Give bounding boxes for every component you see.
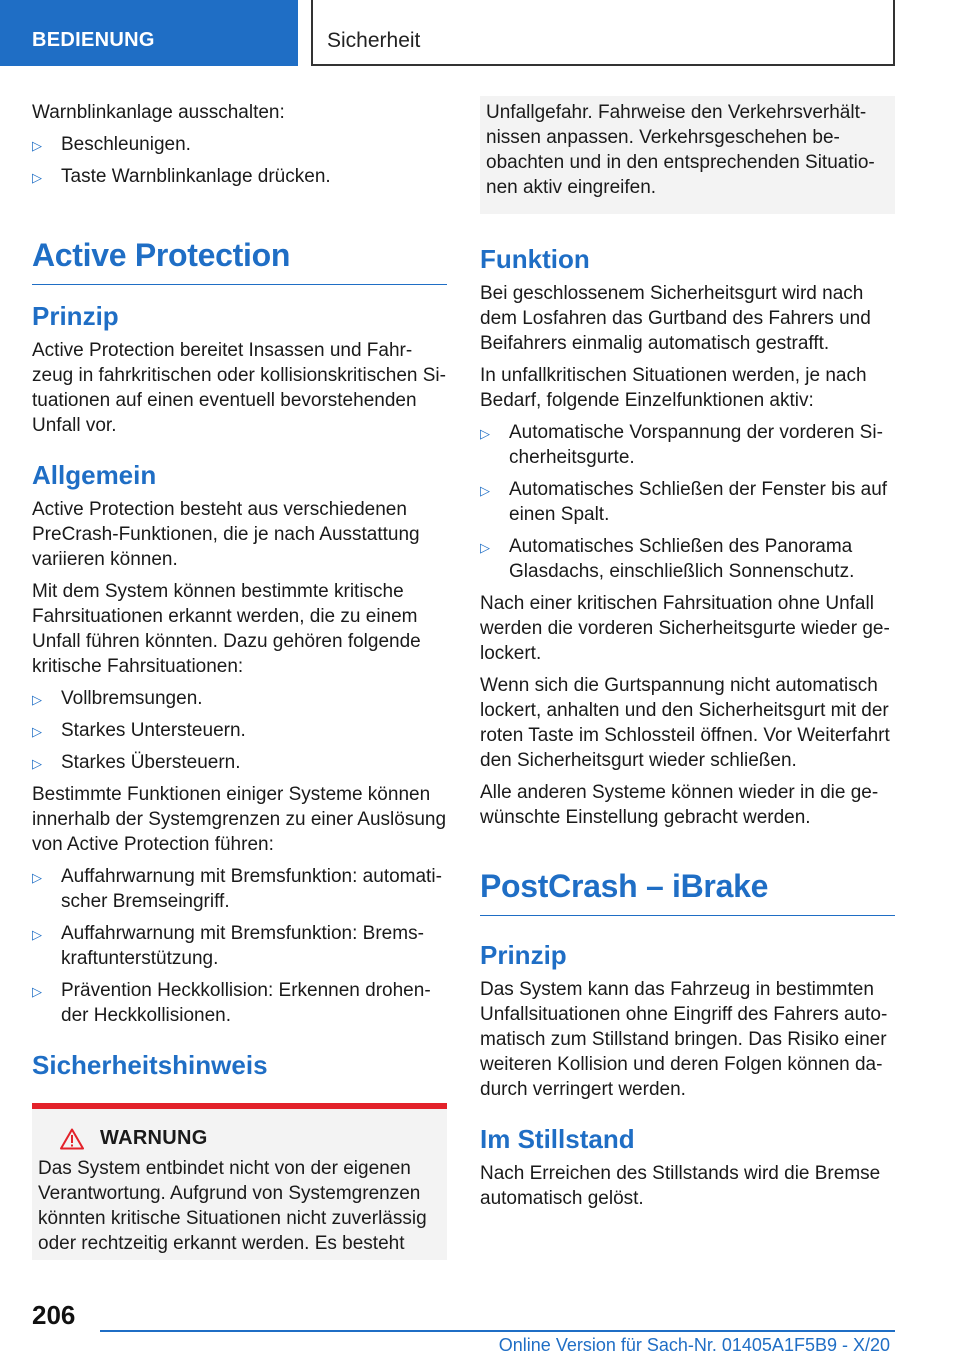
prinzip-text: Active Protection bereitet Insassen und Fahrzeug in fahrkritischen oder kollisionskritischen Situationen auf einen eventuell bevorstehenden Unfall vor. <box>32 340 446 436</box>
triangle-bullet-icon: ▷ <box>32 984 42 999</box>
triangle-bullet-icon: ▷ <box>32 756 42 771</box>
triangle-bullet-icon: ▷ <box>480 483 490 498</box>
warning-triangle-icon <box>60 1128 84 1150</box>
triangle-bullet-icon: ▷ <box>32 692 42 707</box>
heading-sicherheitshinweis: Sicherheitshinweis <box>32 1050 268 1080</box>
funktion-text-2: In unfallkritischen Situationen werden, je nach Bedarf, folgende Einzelfunktionen aktiv: <box>480 365 867 411</box>
triangle-bullet-icon: ▷ <box>32 138 42 153</box>
chapter-tab: BEDIENUNG <box>0 0 298 66</box>
heading-active-protection: Active Protection <box>32 237 447 285</box>
list-item: ▷ Automatisches Schließen der Fenster bis auf einen Spalt. <box>480 479 888 525</box>
intro-text: Warnblinkanlage ausschalten: <box>32 102 285 123</box>
funktion-text-5: Alle anderen Systeme können wieder in die gewünschte Einstellung gebracht werden. <box>480 782 879 828</box>
functions-list <box>32 864 447 1028</box>
stillstand-text: Nach Erreichen des Stillstands wird die Bremse automatisch gelöst. <box>480 1163 881 1209</box>
funktion-text-4: Wenn sich die Gurtspannung nicht automatisch lockert, anhalten und den Sicherheitsgurt mit der roten Taste im Schlossteil öffnen. Vor Weiterfahrt den Sicherheitsgurt wieder schließen. <box>480 675 890 771</box>
list-item: ▷ Beschleunigen. <box>32 132 447 157</box>
heading-allgemein: Allgemein <box>32 460 157 490</box>
left-column <box>32 100 447 1260</box>
list-item: ▷ Automatisches Schließen des Panorama Glasdachs, einschließlich Sonnenschutz. <box>480 536 855 582</box>
funktion-text-3: Nach einer kritischen Fahrsituation ohne Unfall werden die vorderen Sicherheitsgurte wieder gelockert. <box>480 593 890 664</box>
heading-im-stillstand: Im Stillstand <box>480 1124 635 1154</box>
warning-label: WARNUNG <box>100 1127 208 1149</box>
allgemein-text-2: Mit dem System können bestimmte kritische Fahrsituationen erkannt werden, die zu einem Unfall führen könnten. Dazu gehören folgende kritische Fahrsituationen: <box>32 581 421 677</box>
triangle-bullet-icon: ▷ <box>32 870 42 885</box>
einzelfunktionen-list <box>480 420 895 584</box>
allgemein-text-1: Active Protection besteht aus verschiedenen PreCrash-Funktionen, die je nach Ausstattung variieren können. <box>32 499 420 570</box>
situations-list <box>32 686 447 775</box>
triangle-bullet-icon: ▷ <box>32 927 42 942</box>
heading-prinzip: Prinzip <box>32 301 119 331</box>
warning-text: Das System entbindet nicht von der eigenen Verantwortung. Aufgrund von Systemgrenzen könnten kritische Situationen nicht zuverlässig oder rechtzeitig erkannt werden. Es besteht <box>38 1158 427 1254</box>
funktion-text-1: Bei geschlossenem Sicherheitsgurt wird nach dem Losfahren das Gurtband des Fahrers und Beifahrers einmalig automatisch gestrafft. <box>480 283 871 354</box>
allgemein-text-3: Bestimmte Funktionen einiger Systeme können innerhalb der Systemgrenzen zu einer Auslösung von Active Protection führen: <box>32 784 447 855</box>
list-item: ▷ Starkes Untersteuern. <box>32 718 447 743</box>
heading-prinzip-2: Prinzip <box>480 940 567 970</box>
footer-divider <box>100 1330 895 1332</box>
triangle-bullet-icon: ▷ <box>480 540 490 555</box>
prinzip-text-2: Das System kann das Fahrzeug in bestimmten Unfallsituationen ohne Eingriff des Fahrers automatisch zum Stillstand bringen. Das Risiko einer weiteren Kollision und deren Folgen können dadurch verringert werden. <box>480 979 888 1100</box>
list-item: ▷ Auffahrwarnung mit Bremsfunktion: Bremskraftunterstützung. <box>32 923 424 969</box>
page-header <box>0 0 960 66</box>
warning-box <box>32 1109 447 1260</box>
list-item: ▷ Vollbremsungen. <box>32 686 447 711</box>
footer-online-version: Online Version für Sach-Nr. 01405A1F5B9 - X/20 <box>498 1335 890 1355</box>
list-item: ▷ Prävention Heckkollision: Erkennen drohender Heckkollisionen. <box>32 980 431 1026</box>
section-title: Sicherheit <box>311 0 895 66</box>
triangle-bullet-icon: ▷ <box>480 426 490 441</box>
page-number: 206 <box>32 1300 76 1330</box>
warning-box-continued <box>480 96 895 214</box>
heading-postcrash-ibrake: PostCrash – iBrake <box>480 868 895 916</box>
heading-funktion: Funktion <box>480 244 590 274</box>
right-column <box>480 100 895 1218</box>
list-item: ▷ Starkes Übersteuern. <box>32 750 447 775</box>
list-item: ▷ Taste Warnblinkanlage drücken. <box>32 164 447 189</box>
triangle-bullet-icon: ▷ <box>32 170 42 185</box>
warning-text-continued: Unfallgefahr. Fahrweise den Verkehrsverhältnissen anpassen. Verkehrsgeschehen beobachten und in den entsprechenden Situationen aktiv eingreifen. <box>486 102 875 198</box>
list-item: ▷ Auffahrwarnung mit Bremsfunktion: automatischer Bremseingriff. <box>32 866 442 912</box>
triangle-bullet-icon: ▷ <box>32 724 42 739</box>
list-item: ▷ Automatische Vorspannung der vorderen Sicherheitsgurte. <box>480 422 883 468</box>
intro-list <box>32 132 447 189</box>
